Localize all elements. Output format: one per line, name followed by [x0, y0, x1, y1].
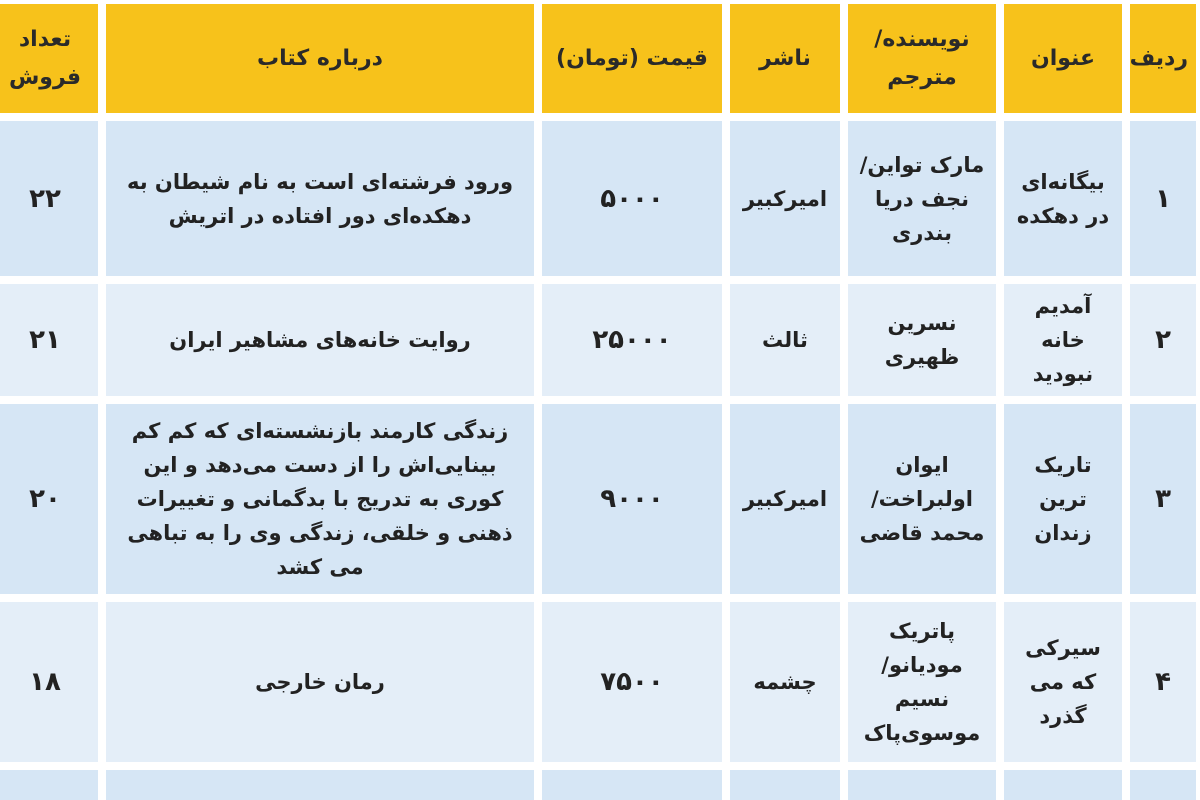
cell-publisher: چشمه	[730, 602, 840, 762]
table-row	[0, 121, 1196, 276]
header-row	[0, 4, 1196, 113]
cell-about: رمان خارجی	[106, 602, 534, 762]
cell-author: نسرین ظهیری	[848, 284, 996, 396]
cell-about: ورود فرشته‌ای است به نام شیطان به دهکده‌ای دور افتاده در اتریش	[106, 121, 534, 276]
cell-title: تاریک ترین زندان	[1004, 404, 1122, 594]
header-price: قیمت (تومان)	[542, 4, 722, 113]
cell-about: روایت خانه‌های مشاهیر ایران	[106, 284, 534, 396]
cell-publisher: ثالث	[730, 284, 840, 396]
cell-sales: ۲۱	[0, 284, 98, 396]
cell-index: ۲	[1130, 284, 1196, 396]
header-author: نویسنده/ مترجم	[848, 4, 996, 113]
cell-sales: ۲۲	[0, 121, 98, 276]
header-title: عنوان	[1004, 4, 1122, 113]
cell-index: ۱	[1130, 121, 1196, 276]
cell-publisher: امیرکبیر	[730, 121, 840, 276]
cell-author	[848, 770, 996, 800]
cell-author: ایوان اولبراخت/ محمد قاضی	[848, 404, 996, 594]
cell-publisher	[730, 770, 840, 800]
cell-sales: ۲۰	[0, 404, 98, 594]
table-row	[0, 404, 1196, 594]
table-row	[0, 602, 1196, 762]
cell-publisher: امیرکبیر	[730, 404, 840, 594]
cell-price	[542, 770, 722, 800]
cell-price: ۹۰۰۰	[542, 404, 722, 594]
cell-price: ۷۵۰۰	[542, 602, 722, 762]
cell-sales	[0, 770, 98, 800]
header-about: درباره کتاب	[106, 4, 534, 113]
table-row	[0, 770, 1196, 800]
cell-index: ۳	[1130, 404, 1196, 594]
header-sales: تعداد فروش	[0, 4, 98, 113]
header-publisher: ناشر	[730, 4, 840, 113]
cell-index: ۴	[1130, 602, 1196, 762]
cell-index	[1130, 770, 1196, 800]
cell-title: سیرکی که می گذرد	[1004, 602, 1122, 762]
cell-price: ۲۵۰۰۰	[542, 284, 722, 396]
cell-title: آمدیم خانه نبودید	[1004, 284, 1122, 396]
cell-title: بیگانه‌ای در دهکده	[1004, 121, 1122, 276]
table-row	[0, 284, 1196, 396]
header-index: ردیف	[1130, 4, 1196, 113]
cell-about	[106, 770, 534, 800]
cell-about: زندگی کارمند بازنشسته‌ای که کم کم بینایی‌اش را از دست می‌دهد و این کوری به تدریج با بدگمانی و تغییرات ذهنی و خلقی، زندگی وی را به تباهی می کشد	[106, 404, 534, 594]
cell-author: مارک تواین/ نجف دریا بندری	[848, 121, 996, 276]
cell-title	[1004, 770, 1122, 800]
cell-author: پاتریک مودیانو/ نسیم موسوی‌پاک	[848, 602, 996, 762]
cell-price: ۵۰۰۰	[542, 121, 722, 276]
cell-sales: ۱۸	[0, 602, 98, 762]
